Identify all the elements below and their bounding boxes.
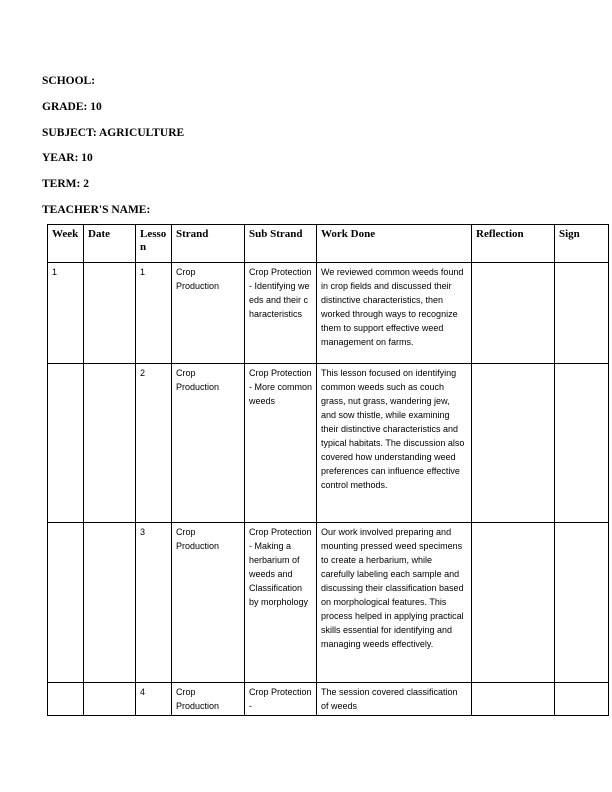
- cell-work-done: This lesson focused on identifying common weeds such as couch grass, nut grass, wandering jew, and sow thistle, while examining their distinctive characteristics and typical habitats. The discussion also covered how understanding weed preferences can influence effective control methods.: [317, 364, 472, 523]
- cell-date: [84, 683, 136, 716]
- table-row: [48, 683, 609, 716]
- cell-sub-strand: Crop Protection - Making a herbarium of weeds and Classification by morphology: [245, 523, 317, 683]
- col-week: Week: [48, 225, 84, 263]
- table-header-row: [48, 225, 609, 263]
- cell-sub-strand: Crop Protection - More common weeds: [245, 364, 317, 523]
- cell-work-done: The session covered classification of weeds: [317, 683, 472, 716]
- cell-strand: Crop Production: [172, 523, 245, 683]
- cell-week: 1: [48, 263, 84, 364]
- cell-strand: Crop Production: [172, 263, 245, 364]
- record-of-work-table: [47, 224, 609, 716]
- col-sub-strand: Sub Strand: [245, 225, 317, 263]
- cell-week: [48, 523, 84, 683]
- cell-work-done: We reviewed common weeds found in crop fields and discussed their distinctive characteristics, then worked through ways to recognize them to support effective weed management on farms.: [317, 263, 472, 364]
- table-row: [48, 523, 609, 683]
- col-date: Date: [84, 225, 136, 263]
- cell-strand: Crop Production: [172, 683, 245, 716]
- cell-sub-strand: Crop Protection - Identifying weeds and their characteristics: [245, 263, 317, 364]
- cell-strand: Crop Production: [172, 364, 245, 523]
- document-header: [42, 74, 184, 229]
- cell-sign: [555, 263, 609, 364]
- subject-label: SUBJECT: AGRICULTURE: [42, 126, 185, 139]
- cell-work-done: Our work involved preparing and mounting pressed weed specimens to create a herbarium, while carefully labeling each sample and discussing their classification based on morphological features. This process helped in applying practical skills essential for identifying and managing weeds effectively.: [317, 523, 472, 683]
- col-lesson: Lesson: [136, 225, 172, 263]
- col-work-done: Work Done: [317, 225, 472, 263]
- school-label: SCHOOL:: [42, 75, 96, 87]
- table-row: [48, 263, 609, 364]
- cell-date: [84, 263, 136, 364]
- cell-date: [84, 523, 136, 683]
- cell-week: [48, 683, 84, 716]
- table-row: [48, 364, 609, 523]
- cell-date: [84, 364, 136, 523]
- cell-week: [48, 364, 84, 523]
- cell-sign: [555, 364, 609, 523]
- term-label: TERM: 2: [42, 178, 89, 191]
- cell-sign: [555, 683, 609, 716]
- cell-lesson: 1: [136, 263, 172, 364]
- cell-lesson: 3: [136, 523, 172, 683]
- cell-sub-strand: Crop Protection -: [245, 683, 317, 716]
- col-strand: Strand: [172, 225, 245, 263]
- cell-reflection: [472, 364, 555, 523]
- grade-label: GRADE: 10: [42, 100, 102, 113]
- cell-reflection: [472, 523, 555, 683]
- teacher-name-label: TEACHER'S NAME:: [42, 203, 151, 216]
- cell-reflection: [472, 683, 555, 716]
- cell-sign: [555, 523, 609, 683]
- cell-reflection: [472, 263, 555, 364]
- col-reflection: Reflection: [472, 225, 555, 263]
- cell-lesson: 2: [136, 364, 172, 523]
- year-label: YEAR: 10: [42, 152, 93, 165]
- col-sign: Sign: [555, 225, 609, 263]
- cell-lesson: 4: [136, 683, 172, 716]
